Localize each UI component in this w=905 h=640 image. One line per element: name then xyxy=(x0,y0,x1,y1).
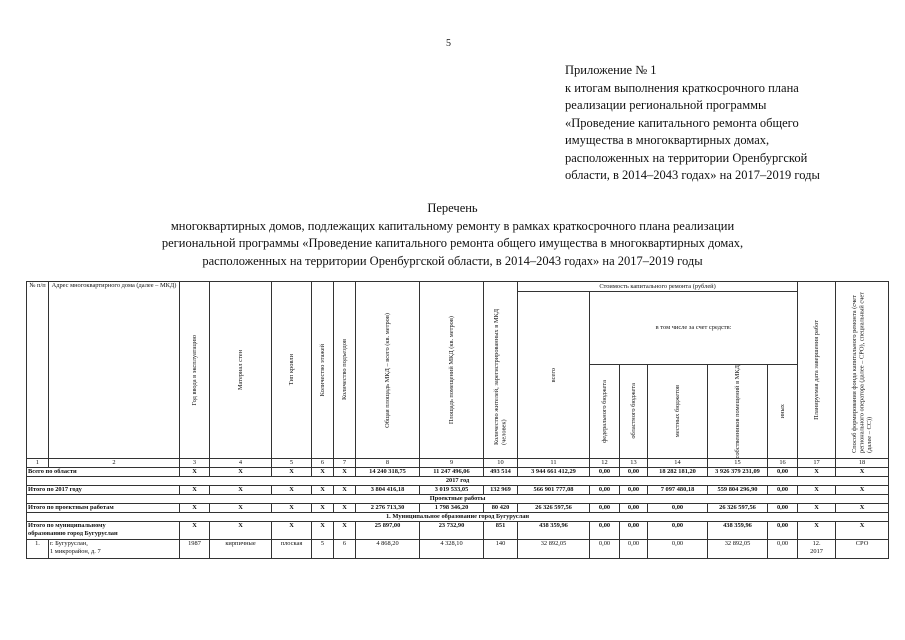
table-cell: 132 969 xyxy=(484,486,518,495)
header-cost-group: Стоимость капитального ремонта (рублей) xyxy=(518,282,798,292)
table-cell: 438 359,96 xyxy=(708,522,768,540)
col-number: 2 xyxy=(49,459,180,468)
table-cell: 4 328,10 xyxy=(420,540,484,559)
header-entrances: Количество подъездов xyxy=(340,339,348,401)
row-label xyxy=(27,522,180,540)
header-total: всего xyxy=(549,367,557,383)
row-label: Итого по 2017 году xyxy=(27,486,180,495)
table-cell: Х xyxy=(798,468,836,477)
table-cell: Х xyxy=(210,486,272,495)
title-line: расположенных на территории Оренбургской области, в 2014–2043 годах» на 2017–2019 годы xyxy=(202,253,703,268)
table-cell: 14 240 318,75 xyxy=(356,468,420,477)
table-cell: Х xyxy=(210,504,272,513)
table-cell: 0,00 xyxy=(648,540,708,559)
table-cell: 0,00 xyxy=(590,522,620,540)
table-cell: 0,00 xyxy=(648,504,708,513)
table-cell: Х xyxy=(180,486,210,495)
table-cell: Х xyxy=(798,522,836,540)
table-cell: 851 xyxy=(484,522,518,540)
table-cell: Х xyxy=(272,504,312,513)
table-cell: 4 868,20 xyxy=(356,540,420,559)
col-number: 16 xyxy=(768,459,798,468)
annex-line: «Проведение капитального ремонта общего xyxy=(565,115,799,130)
col-number: 9 xyxy=(420,459,484,468)
table-cell: 0,00 xyxy=(590,468,620,477)
table-cell: Х xyxy=(334,486,356,495)
header-regional: областного бюджета xyxy=(629,383,637,440)
header-other: иных xyxy=(778,404,786,419)
table-cell: 0,00 xyxy=(620,504,648,513)
page-number: 5 xyxy=(446,38,451,49)
date-line: 2017 xyxy=(810,548,823,555)
table-cell: 559 804 296,90 xyxy=(708,486,768,495)
table-cell: 1987 xyxy=(180,540,210,559)
houses-table xyxy=(26,281,889,559)
annex-line: Приложение № 1 xyxy=(565,63,657,77)
table-cell: 0,00 xyxy=(620,522,648,540)
annex-line: имущества в многоквартирных домах, xyxy=(565,133,770,147)
header-federal: федерального бюджета xyxy=(600,379,608,443)
table-cell: Х xyxy=(272,522,312,540)
col-number: 18 xyxy=(836,459,889,468)
table-cell: 3 926 379 231,09 xyxy=(708,468,768,477)
col-number: 8 xyxy=(356,459,420,468)
annex-line: к итогам выполнения краткосрочного плана xyxy=(565,80,799,95)
table-cell: 11 247 496,06 xyxy=(420,468,484,477)
table-cell: 3 804 416,18 xyxy=(356,486,420,495)
table-cell: Х xyxy=(312,486,334,495)
table-cell: 2 276 713,30 xyxy=(356,504,420,513)
header-residents: Количество жителей, зарегистрированных в МКД (человек) xyxy=(493,308,508,445)
row-number: 1. xyxy=(27,540,49,559)
table-cell: 0,00 xyxy=(620,540,648,559)
annex-line: расположенных на территории Оренбургской xyxy=(565,150,808,165)
table-cell: Х xyxy=(210,522,272,540)
table-row-house xyxy=(27,540,889,559)
table-row-total-municipality xyxy=(27,522,889,540)
table-cell: 493 514 xyxy=(484,468,518,477)
table-cell: 18 282 181,20 xyxy=(648,468,708,477)
col-number: 1 xyxy=(27,459,49,468)
header-total-area: Общая площадь МКД – всего (кв. метров) xyxy=(383,312,391,428)
col-number: 14 xyxy=(648,459,708,468)
table-row-total-2017 xyxy=(27,486,889,495)
header-local: местных бюджетов xyxy=(673,385,681,438)
col-number: 6 xyxy=(312,459,334,468)
col-number: 7 xyxy=(334,459,356,468)
col-number: 3 xyxy=(180,459,210,468)
table-cell: 6 xyxy=(334,540,356,559)
table-cell: 438 359,96 xyxy=(518,522,590,540)
table-cell: Х xyxy=(210,468,272,477)
table-cell: Х xyxy=(334,504,356,513)
table-cell: Х xyxy=(798,486,836,495)
table-cell: Х xyxy=(836,468,889,477)
title-line: многоквартирных домов, подлежащих капитальному ремонту в рамках краткосрочного плана реализации xyxy=(170,218,735,233)
header-wall: Материал стен xyxy=(236,349,244,391)
table-cell: 0,00 xyxy=(768,468,798,477)
table-cell: Х xyxy=(272,486,312,495)
table-cell: Х xyxy=(272,468,312,477)
title-line: региональной программы «Проведение капитального ремонта общего имущества в многоквартирных домах, xyxy=(161,236,744,250)
col-number: 15 xyxy=(708,459,768,468)
address-line: 1 микрорайон, д. 7 xyxy=(50,548,101,555)
table-cell: 1 798 346,20 xyxy=(420,504,484,513)
table-cell: 32 892,05 xyxy=(708,540,768,559)
table-cell: Х xyxy=(312,504,334,513)
table-cell: кирпичные xyxy=(210,540,272,559)
table-cell: 26 326 597,56 xyxy=(708,504,768,513)
annex-line: области, в 2014–2043 годах» на 2017–2019 годы xyxy=(565,168,820,182)
table-cell: 0,00 xyxy=(620,486,648,495)
col-number: 17 xyxy=(798,459,836,468)
table-cell: 0,00 xyxy=(590,504,620,513)
table-cell: Х xyxy=(180,504,210,513)
header-address: Адрес многоквартирного дома (далее – МКД) xyxy=(49,282,180,459)
table-cell: 0,00 xyxy=(590,540,620,559)
table-cell: 0,00 xyxy=(768,540,798,559)
address-line: г. Бугуруслан, xyxy=(50,540,88,547)
table-cell: Х xyxy=(312,522,334,540)
title-heading: Перечень xyxy=(427,201,478,215)
header-num: № п/п xyxy=(27,282,49,459)
header-premises-area: Площадь помещений МКД (кв. метров) xyxy=(447,315,455,425)
table-cell: 0,00 xyxy=(768,522,798,540)
section-heading: 2017 год xyxy=(27,477,889,486)
table-cell: 140 xyxy=(484,540,518,559)
section-heading: Проектные работы xyxy=(27,495,889,504)
table-cell: 0,00 xyxy=(648,522,708,540)
col-number: 12 xyxy=(590,459,620,468)
table-cell: 80 420 xyxy=(484,504,518,513)
table-cell: 5 xyxy=(312,540,334,559)
annex-header xyxy=(565,62,885,185)
col-number: 11 xyxy=(518,459,590,468)
header-planned-date: Планируемая дата завершения работ xyxy=(812,320,820,420)
table-cell: 7 097 480,18 xyxy=(648,486,708,495)
table-row-design-heading xyxy=(27,495,889,504)
table-cell: Х xyxy=(836,486,889,495)
header-incl: в том числе за счет средств: xyxy=(590,292,798,365)
table-cell: 3 019 533,05 xyxy=(420,486,484,495)
table-cell: Х xyxy=(334,522,356,540)
table-cell: Х xyxy=(798,504,836,513)
header-year: Год ввода в эксплуатацию xyxy=(190,334,198,406)
table-cell: плоская xyxy=(272,540,312,559)
table-cell: Х xyxy=(836,504,889,513)
table-cell: Х xyxy=(836,522,889,540)
row-label-line: образованию город Бугуруслан xyxy=(28,530,118,537)
document-title xyxy=(40,200,865,270)
header-roof: Тип кровли xyxy=(287,354,295,386)
annex-line: реализации региональной программы xyxy=(565,98,767,112)
header-owners: собственников помещений в МКД xyxy=(733,364,741,458)
table-cell: 23 732,90 xyxy=(420,522,484,540)
row-label: Всего по области xyxy=(27,468,180,477)
col-number: 10 xyxy=(484,459,518,468)
row-label: Итого по проектным работам xyxy=(27,504,180,513)
table-cell: 0,00 xyxy=(620,468,648,477)
date-line: 12. xyxy=(812,540,821,547)
table-cell: Х xyxy=(180,522,210,540)
table-cell: 566 901 777,08 xyxy=(518,486,590,495)
header-floors: Количество этажей xyxy=(318,343,326,397)
section-heading: 1. Муниципальное образование город Бугуруслан xyxy=(27,513,889,522)
fund-method-cell: СРО xyxy=(836,540,889,559)
planned-date-cell xyxy=(798,540,836,559)
col-number: 4 xyxy=(210,459,272,468)
column-numbers-row xyxy=(27,459,889,468)
row-label-line: Итого по муниципальному xyxy=(28,522,106,529)
table-cell: Х xyxy=(312,468,334,477)
table-cell: 25 897,00 xyxy=(356,522,420,540)
table-cell: 0,00 xyxy=(590,486,620,495)
table-row-year-heading xyxy=(27,477,889,486)
header-fund-method: Способ формирования фонда капитального ремонта (счет регионального оператора (далее – СРО), специальный счет (далее – СС)) xyxy=(850,291,873,453)
table-cell: 26 326 597,56 xyxy=(518,504,590,513)
table-cell: 32 892,05 xyxy=(518,540,590,559)
col-number: 13 xyxy=(620,459,648,468)
table-cell: Х xyxy=(180,468,210,477)
table-cell: 0,00 xyxy=(768,486,798,495)
table-cell: Х xyxy=(334,468,356,477)
table-cell: 0,00 xyxy=(768,504,798,513)
table-row-total-region xyxy=(27,468,889,477)
table-cell: 3 944 661 412,29 xyxy=(518,468,590,477)
table-row-total-design xyxy=(27,504,889,513)
table-row-municipality-heading xyxy=(27,513,889,522)
house-address xyxy=(49,540,180,559)
col-number: 5 xyxy=(272,459,312,468)
